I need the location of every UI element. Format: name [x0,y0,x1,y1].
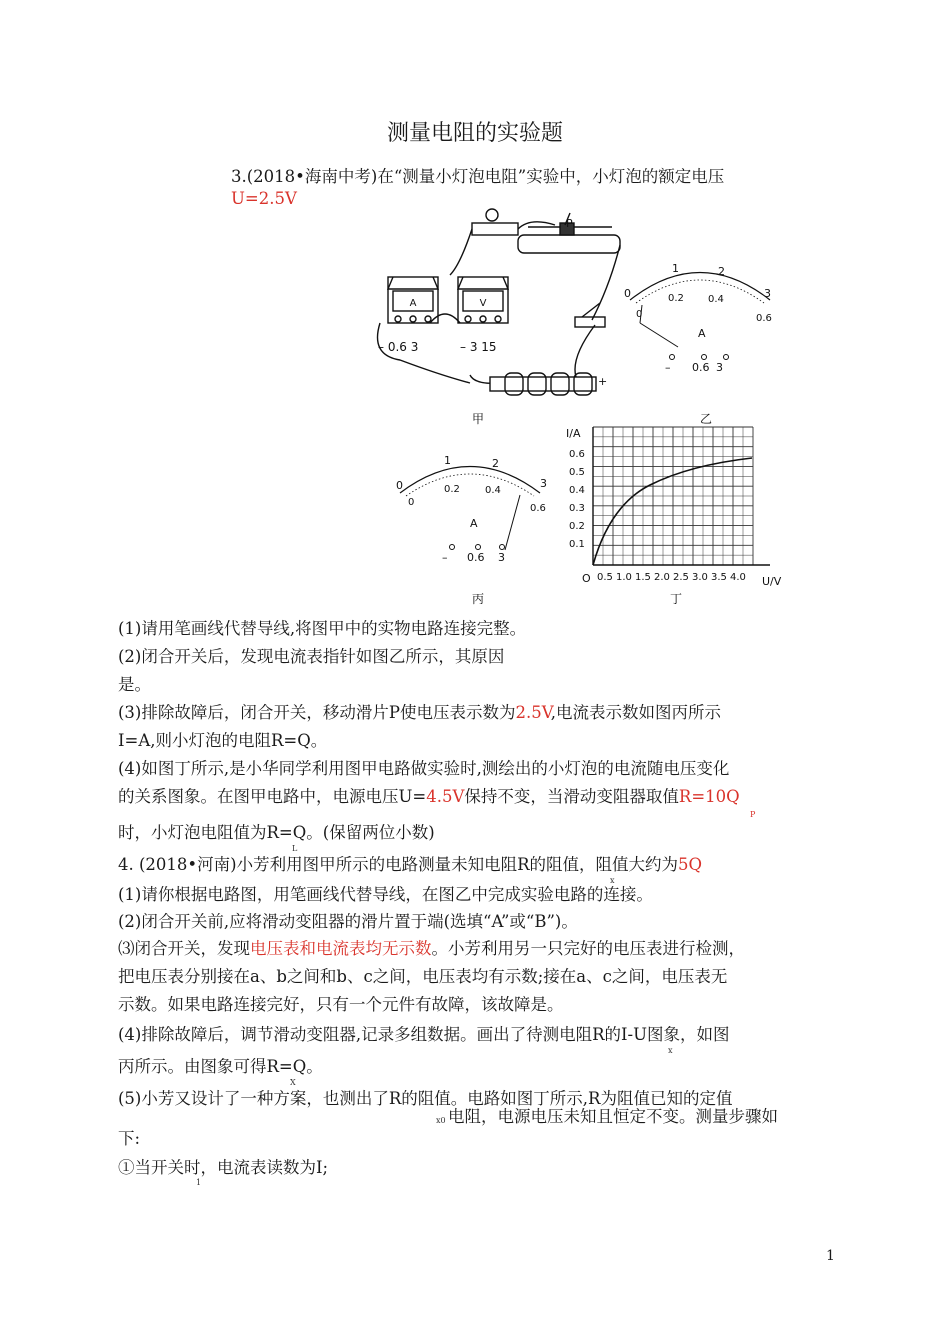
svg-text:0: 0 [408,497,415,508]
q4-p6-sub: 1 [196,1178,202,1187]
label-jia: 甲 [472,412,485,426]
svg-text:2.5: 2.5 [673,572,689,583]
svg-text:0: 0 [636,309,643,320]
bulb-base [472,223,518,235]
svg-text:A: A [470,517,478,530]
svg-text:1.0: 1.0 [616,572,632,583]
svg-text:A: A [698,327,706,340]
q3-figure [360,205,790,610]
meter-bing [396,454,547,564]
svg-text:2.0: 2.0 [654,572,670,583]
q4-p1: (1)请你根据电路图，用笔画线代替导线，在图乙中完成实验电路的连接。 [118,885,653,904]
svg-text:–: – [442,551,448,564]
q3-intro: 3.(2018•海南中考)在“测量小灯泡电阻”实验中，小灯泡的额定电压 [231,167,725,186]
q4-p5b-sub: x0 [436,1116,446,1125]
q4-intro: 4. (2018•河南)小芳利用图甲所示的电路测量未知电阻R的阻值，阻值大约为5Q [118,855,703,874]
svg-text:2: 2 [718,265,725,278]
svg-text:I/A: I/A [566,427,581,440]
svg-text:0: 0 [396,479,403,492]
svg-text:O: O [582,572,591,585]
q4-p5b: 电阻，电源电压未知且恒定不变。测量步骤如 [448,1107,778,1126]
svg-text:0.2: 0.2 [668,293,684,304]
svg-text:0.6: 0.6 [756,313,772,324]
q3-p4b-sub: P [750,810,756,819]
q3-p2a: (2)闭合开关后，发现电流表指针如图乙所示，其原因 [118,647,505,666]
page-title: 测量电阻的实验题 [386,121,563,146]
svg-text:1.5: 1.5 [635,572,651,583]
label-ding: 丁 [670,592,683,606]
svg-text:0.2: 0.2 [569,521,585,532]
iu-curve [593,458,752,565]
q4-p3b: 把电压表分别接在a、b之间和b、c之间，电压表均有示数;接在a、c之间，电压表无 [118,967,728,986]
q4-p2: (2)闭合开关前,应将滑动变阻器的滑片置于端(选填“A”或“B”)。 [118,912,578,931]
svg-text:3.5: 3.5 [711,572,727,583]
svg-text:0.5: 0.5 [597,572,613,583]
svg-text:3: 3 [764,287,771,300]
svg-text:2: 2 [492,457,499,470]
svg-text:0.4: 0.4 [485,485,501,496]
q3-rated-voltage: U=2.5V [231,189,297,208]
svg-text:3: 3 [716,361,723,374]
svg-text:0.6: 0.6 [467,551,485,564]
bulb-icon [486,209,498,221]
svg-text:0.6: 0.6 [530,503,546,514]
q3-p4b: 的关系图象。在图甲电路中，电源电压U=4.5V保持不变，当滑动变阻器取值R=10Q [118,787,740,806]
q3-p4c: 时，小灯泡电阻值为R=Q。(保留两位小数) [118,823,435,842]
svg-text:0.5: 0.5 [569,467,585,478]
svg-text:1: 1 [444,454,451,467]
svg-text:3.0: 3.0 [692,572,708,583]
svg-text:V: V [479,298,487,309]
svg-text:U/V: U/V [762,575,782,588]
svg-text:3: 3 [498,551,505,564]
q4-p4a-sub: x [668,1046,673,1055]
svg-text:1: 1 [672,262,679,275]
q4-p5c: 下: [118,1129,141,1148]
svg-text:A: A [409,298,417,309]
label-bing: 丙 [472,592,485,606]
q4-intro-sub: x [610,876,615,885]
q4-p3a: ⑶闭合开关，发现电压表和电流表均无示数。小芳利用另一只完好的电压表进行检测， [118,939,745,958]
q3-p2b: 是。 [118,675,151,694]
page-number: 1 [826,1248,835,1264]
q3-p3a: (3)排除故障后，闭合开关，移动滑片P使电压表示数为2.5V,电流表示数如图丙所示 [118,703,722,722]
q3-p4a: (4)如图丁所示,是小华同学利用图甲电路做实验时,测绘出的小灯泡的电流随电压变化 [118,759,730,778]
svg-text:0.4: 0.4 [569,485,585,496]
rheostat [518,235,620,253]
svg-text:0.6: 0.6 [692,361,710,374]
slider-label: P [566,217,573,230]
svg-text:0.6: 0.6 [569,449,585,460]
q4-p4b: 丙所示。由图象可得R=Q。 [118,1057,323,1076]
svg-text:0.2: 0.2 [444,484,460,495]
q3-p1: (1)请用笔画线代替导线,将图甲中的实物电路连接完整。 [118,619,527,638]
svg-text:–: – [665,361,671,374]
q4-p5a: (5)小芳又设计了一种方案，也测出了R的阻值。电路如图丁所示,R为阻值已知的定值 [118,1089,733,1108]
q4-p3c: 示数。如果电路连接完好，只有一个元件有故障，该故障是。 [118,995,564,1014]
battery [490,377,596,391]
svg-text:0: 0 [624,287,631,300]
svg-text:3: 3 [540,477,547,490]
svg-text:4.0: 4.0 [730,572,746,583]
svg-text:0.4: 0.4 [708,294,724,305]
q4-p6: ①当开关时，电流表读数为I; [118,1158,329,1177]
svg-text:0.1: 0.1 [569,539,585,550]
graph-ding [566,427,782,588]
q3-p4c-sub: L [292,844,298,853]
svg-text:0.3: 0.3 [569,503,585,514]
switch [575,317,605,327]
q4-p4a: (4)排除故障后，调节滑动变阻器,记录多组数据。画出了待测电阻R的I-U图象，如图 [118,1025,730,1044]
meter-yi [624,262,772,374]
ammeter-terminals: – 0.6 3 [378,340,419,354]
q4-p4b-sub: X [290,1078,296,1087]
q3-p3b: I=A,则小灯泡的电阻R=Q。 [118,731,328,750]
battery-plus: + [598,375,608,388]
voltmeter-terminals: – 3 15 [460,340,497,354]
label-yi: 乙 [700,412,713,426]
